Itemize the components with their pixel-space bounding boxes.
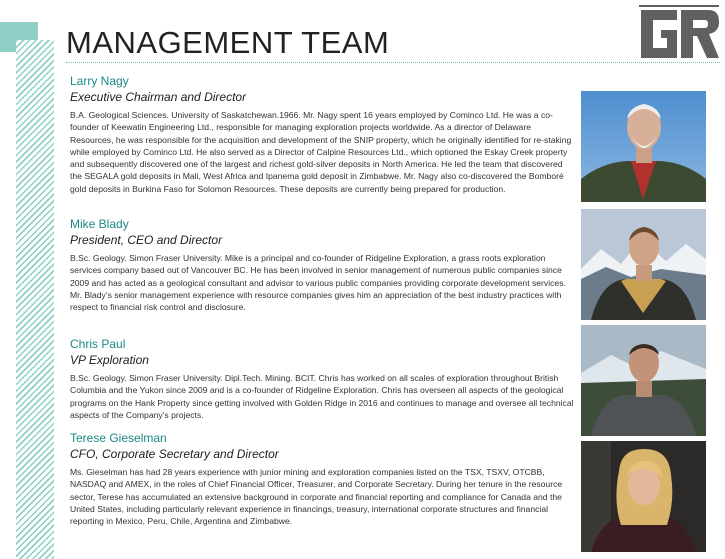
page-title: MANAGEMENT TEAM bbox=[66, 25, 390, 60]
member-name: Terese Gieselman bbox=[70, 431, 167, 445]
title-divider bbox=[66, 62, 720, 63]
member-role: President, CEO and Director bbox=[70, 233, 223, 247]
photo-terese-gieselman bbox=[581, 441, 706, 552]
member-bio: B.A. Geological Sciences. University of Saskatchewan.1966. Mr. Nagy spent 16 years employed by Cominco Ltd. He was a co-founder of Keewatin Engineering Ltd., responsible for managing exploration projects worldwide. As a director of Delaware Resources, he was responsible for the acquisition and development of the SNIP property, which he originally identified for re-staking while employed by Cominco Ltd. He also served as a Director of Calpine Resources Ltd., which optioned the Eskay Creek property and subsequently discovered one of the largest and richest gold-silver deposits in North America. He led the team that discovered the SEGALA gold deposits in Mali, West Africa and Ipanema gold deposit in Zimbabwe. Mr. Nagy also co-discovered the Bomboré gold deposits in Burkina Faso for Solomon Resources. These deposits are currently being prepared for production. bbox=[70, 110, 572, 194]
member-bio: Ms. Gieselman has had 28 years experience with junior mining and exploration companies listed on the TSX, TSXV, OTCBB, NASDAQ and AMEX, in the roles of Chief Financial Officer, Treasurer, and Corporate Secretary. During her tenure in the resource sector, Terese has accumulated an extensive background in corporate and financial reporting and compliance for Canada and the United States, including particularly relevant experience in financings, treasury, international corporate structures and financial reporting in Mexico, Peru, Chile, Argentina and Zimbabwe. bbox=[70, 467, 563, 527]
member-role: CFO, Corporate Secretary and Director bbox=[70, 447, 279, 461]
member-bio: B.Sc. Geology. Simon Fraser University. Mike is a principal and co-founder of Ridgeline Exploration, a grass roots exploration services company based out of Vancouver BC. He has been involved in senior management of numerous public companies since 2009 and has acted as a geological consultant and advisor to various public companies providing corporate development services. Mr. Blady’s senior management experience with resource companies gives him an appreciation of the best industry practices with respect to financial risk control and disclosure. bbox=[70, 253, 566, 313]
photo-chris-paul bbox=[581, 325, 706, 436]
team-member-terese-gieselman bbox=[70, 431, 575, 527]
member-name: Larry Nagy bbox=[70, 74, 129, 88]
member-role: VP Exploration bbox=[70, 353, 149, 367]
member-bio: B.Sc. Geology. Simon Fraser University. Dipl.Tech. Mining. BCIT. Chris has worked on all scales of exploration throughout British Columbia and the Yukon since 2009 and is a co-founder of Ridgeline Exploration. Chris has overseen all aspects of the geological programs on the Hank Property since getting involved with Golden Ridge in 2016 and continues to manage and oversee all technical aspects of the Company’s projects. bbox=[70, 373, 574, 420]
photo-mike-blady bbox=[581, 209, 706, 320]
member-name: Mike Blady bbox=[70, 217, 129, 231]
team-member-mike-blady bbox=[70, 217, 575, 313]
team-member-chris-paul bbox=[70, 337, 575, 421]
hatched-side-stripe bbox=[16, 40, 54, 559]
member-name: Chris Paul bbox=[70, 337, 126, 351]
member-role: Executive Chairman and Director bbox=[70, 90, 247, 104]
photo-larry-nagy bbox=[581, 91, 706, 202]
team-member-larry-nagy bbox=[70, 74, 575, 195]
company-logo bbox=[637, 4, 721, 64]
